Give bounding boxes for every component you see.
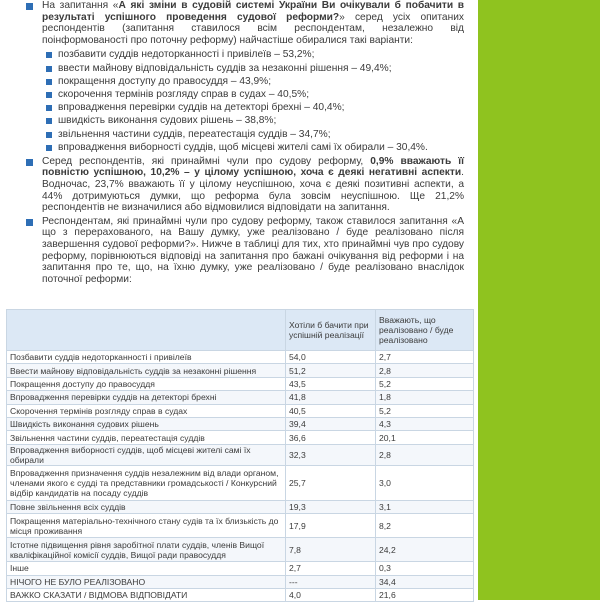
text-block	[24, 0, 464, 287]
expected-value: 25,7	[286, 465, 376, 500]
list-item-text: звільнення частини суддів, переатестація суддів – 34,7%;	[58, 128, 331, 140]
bullet-square-icon	[46, 118, 52, 124]
row-label: Звільнення частини суддів, переатестація суддів	[7, 431, 286, 444]
para2-post: . Водночас, 23,7% вважають її у цілому неуспішною, хоча є деякі позитивні аспекти, а 44% дотримуються думки, що реформа була зовсім неуспішною. Ще 21,2% респондентів не визначилися або відмовилися відповідати на запитання.	[42, 167, 464, 214]
realized-value: 5,2	[376, 377, 474, 390]
bullet-square-icon	[46, 132, 52, 138]
table-row	[7, 364, 474, 377]
realized-value: 2,8	[376, 444, 474, 465]
para2-bold: 0,9% вважають її повністю успішною, 10,2% – у цілому успішною, хоча є деякі негативні аспекти	[42, 155, 464, 179]
row-label: ВАЖКО СКАЗАТИ / ВІДМОВА ВІДПОВІДАТИ	[7, 588, 286, 601]
bullet-square-icon	[26, 219, 33, 226]
list-item-text: позбавити суддів недоторканності і привілеїв – 53,2%;	[58, 49, 315, 61]
realized-value: 4,3	[376, 417, 474, 430]
table-row	[7, 351, 474, 364]
expected-value: 40,5	[286, 404, 376, 417]
expected-value: 4,0	[286, 588, 376, 601]
realized-value: 1,8	[376, 391, 474, 404]
para1-pre: На запитання «	[42, 0, 119, 11]
list-item-text: ввести майнову відповідальність суддів за незаконні рішення – 49,4%;	[58, 62, 392, 74]
expectations-list	[24, 48, 464, 154]
para1-post: » серед усіх опитаних респондентів (запитання ставилося всім респондентам, незалежно від поінформованості про поточну реформу) найчастіше обиралися такі варіанти:	[42, 11, 464, 46]
list-item-text: впровадження перевірки суддів на детекторі брехні – 40,4%;	[58, 102, 345, 114]
bullet-square-icon	[46, 105, 52, 111]
expected-value: 54,0	[286, 351, 376, 364]
list-item	[24, 88, 464, 101]
bullet-square-icon	[46, 79, 52, 85]
table-row	[7, 514, 474, 538]
realized-value: 2,8	[376, 364, 474, 377]
header-cell-realized: Вважають, що реалізовано / буде реалізовано	[376, 310, 474, 351]
row-label: Повне звільнення всіх суддів	[7, 500, 286, 513]
expected-value: 17,9	[286, 514, 376, 538]
table-row	[7, 562, 474, 575]
row-label: Впровадження призначення суддів незалежним від влади органом, членами якого є судді та представники громадськості / Конкурсний відбір кандидатів на посаду суддів	[7, 465, 286, 500]
expected-value: ---	[286, 575, 376, 588]
row-label: Істотне підвищення рівня заробітної плати суддів, членів Вищої кваліфікаційної комісії суддів, Вищої ради правосуддя	[7, 538, 286, 562]
table-row	[7, 377, 474, 390]
row-label: Покращення доступу до правосуддя	[7, 377, 286, 390]
list-item-text: впровадження виборності суддів, щоб місцеві жителі самі їх обирали – 30,4%.	[58, 141, 428, 153]
row-label: Швидкість виконання судових рішень	[7, 417, 286, 430]
row-label: Впровадження виборності суддів, щоб місцеві жителі самі їх обирали	[7, 444, 286, 465]
list-item	[24, 48, 464, 61]
row-label: Інше	[7, 562, 286, 575]
list-item-text: швидкість виконання судових рішень – 38,8%;	[58, 115, 277, 127]
realized-value: 2,7	[376, 351, 474, 364]
expected-value: 2,7	[286, 562, 376, 575]
table-row	[7, 417, 474, 430]
table-row	[7, 404, 474, 417]
header-cell-expected: Хотіли б бачити при успішній реалізації	[286, 310, 376, 351]
expected-value: 32,3	[286, 444, 376, 465]
table-row	[7, 391, 474, 404]
list-item	[24, 62, 464, 75]
list-item	[24, 128, 464, 141]
realized-value: 8,2	[376, 514, 474, 538]
realized-value: 24,2	[376, 538, 474, 562]
bullet-square-icon	[46, 52, 52, 58]
list-item-text: покращення доступу до правосуддя – 43,9%;	[58, 75, 272, 87]
expected-value: 43,5	[286, 377, 376, 390]
realized-value: 3,1	[376, 500, 474, 513]
table-header-row	[7, 310, 474, 351]
realized-value: 3,0	[376, 465, 474, 500]
bullet-square-icon	[46, 145, 52, 151]
side-decoration-bar	[478, 0, 600, 600]
bullet-square-icon	[46, 92, 52, 98]
para1-bold: А які зміни в судовій системі України Ви очікували б побачити в результаті успішного проведення судової реформи?	[42, 0, 464, 23]
row-label: НІЧОГО НЕ БУЛО РЕАЛІЗОВАНО	[7, 575, 286, 588]
table-row	[7, 444, 474, 465]
realized-value: 0,3	[376, 562, 474, 575]
table-row	[7, 538, 474, 562]
expected-value: 19,3	[286, 500, 376, 513]
header-cell-item	[7, 310, 286, 351]
list-item	[24, 114, 464, 127]
comparison-table	[6, 309, 474, 602]
table-row	[7, 431, 474, 444]
row-label: Ввести майнову відповідальність суддів за незаконні рішення	[7, 364, 286, 377]
expected-value: 7,8	[286, 538, 376, 562]
table-row	[7, 465, 474, 500]
para2-pre: Серед респондентів, які принаймні чули про судову реформу,	[42, 155, 371, 167]
realized-value: 5,2	[376, 404, 474, 417]
expected-value: 41,8	[286, 391, 376, 404]
paragraph-question-expectations	[24, 0, 464, 46]
expected-value: 51,2	[286, 364, 376, 377]
row-label: Скорочення термінів розгляду справ в судах	[7, 404, 286, 417]
realized-value: 20,1	[376, 431, 474, 444]
row-label: Впровадження перевірки суддів на детекторі брехні	[7, 391, 286, 404]
realized-value: 21,6	[376, 588, 474, 601]
list-item	[24, 101, 464, 114]
paragraph-table-intro	[24, 216, 464, 286]
row-label: Покращення матеріально-технічного стану судів та їх близькість до місця проживання	[7, 514, 286, 538]
table-row	[7, 500, 474, 513]
bullet-square-icon	[26, 159, 33, 166]
row-label: Позбавити суддів недоторканності і привілеїв	[7, 351, 286, 364]
expected-value: 36,6	[286, 431, 376, 444]
paragraph-reform-assessment	[24, 156, 464, 214]
realized-value: 34,4	[376, 575, 474, 588]
bullet-square-icon	[46, 66, 52, 72]
list-item	[24, 141, 464, 154]
list-item-text: скорочення термінів розгляду справ в судах – 40,5%;	[58, 88, 310, 100]
expected-value: 39,4	[286, 417, 376, 430]
para3-text: Респондентам, які принаймні чули про судову реформу, також ставилося запитання «А що з перерахованого, на Вашу думку, уже реалізовано / буде реалізовано після завершення судової реформи?». Нижче в таблиці для тих, хто принаймні чув про судову реформу, порівнюються відповіді на запитання про бажані очікування від реформи і на запитання про те, що, на їхню думку, уже реалізовано / буде реалізовано внаслідок поточної реформи:	[42, 215, 464, 285]
list-item	[24, 75, 464, 88]
table-row	[7, 575, 474, 588]
bullet-square-icon	[26, 3, 33, 10]
